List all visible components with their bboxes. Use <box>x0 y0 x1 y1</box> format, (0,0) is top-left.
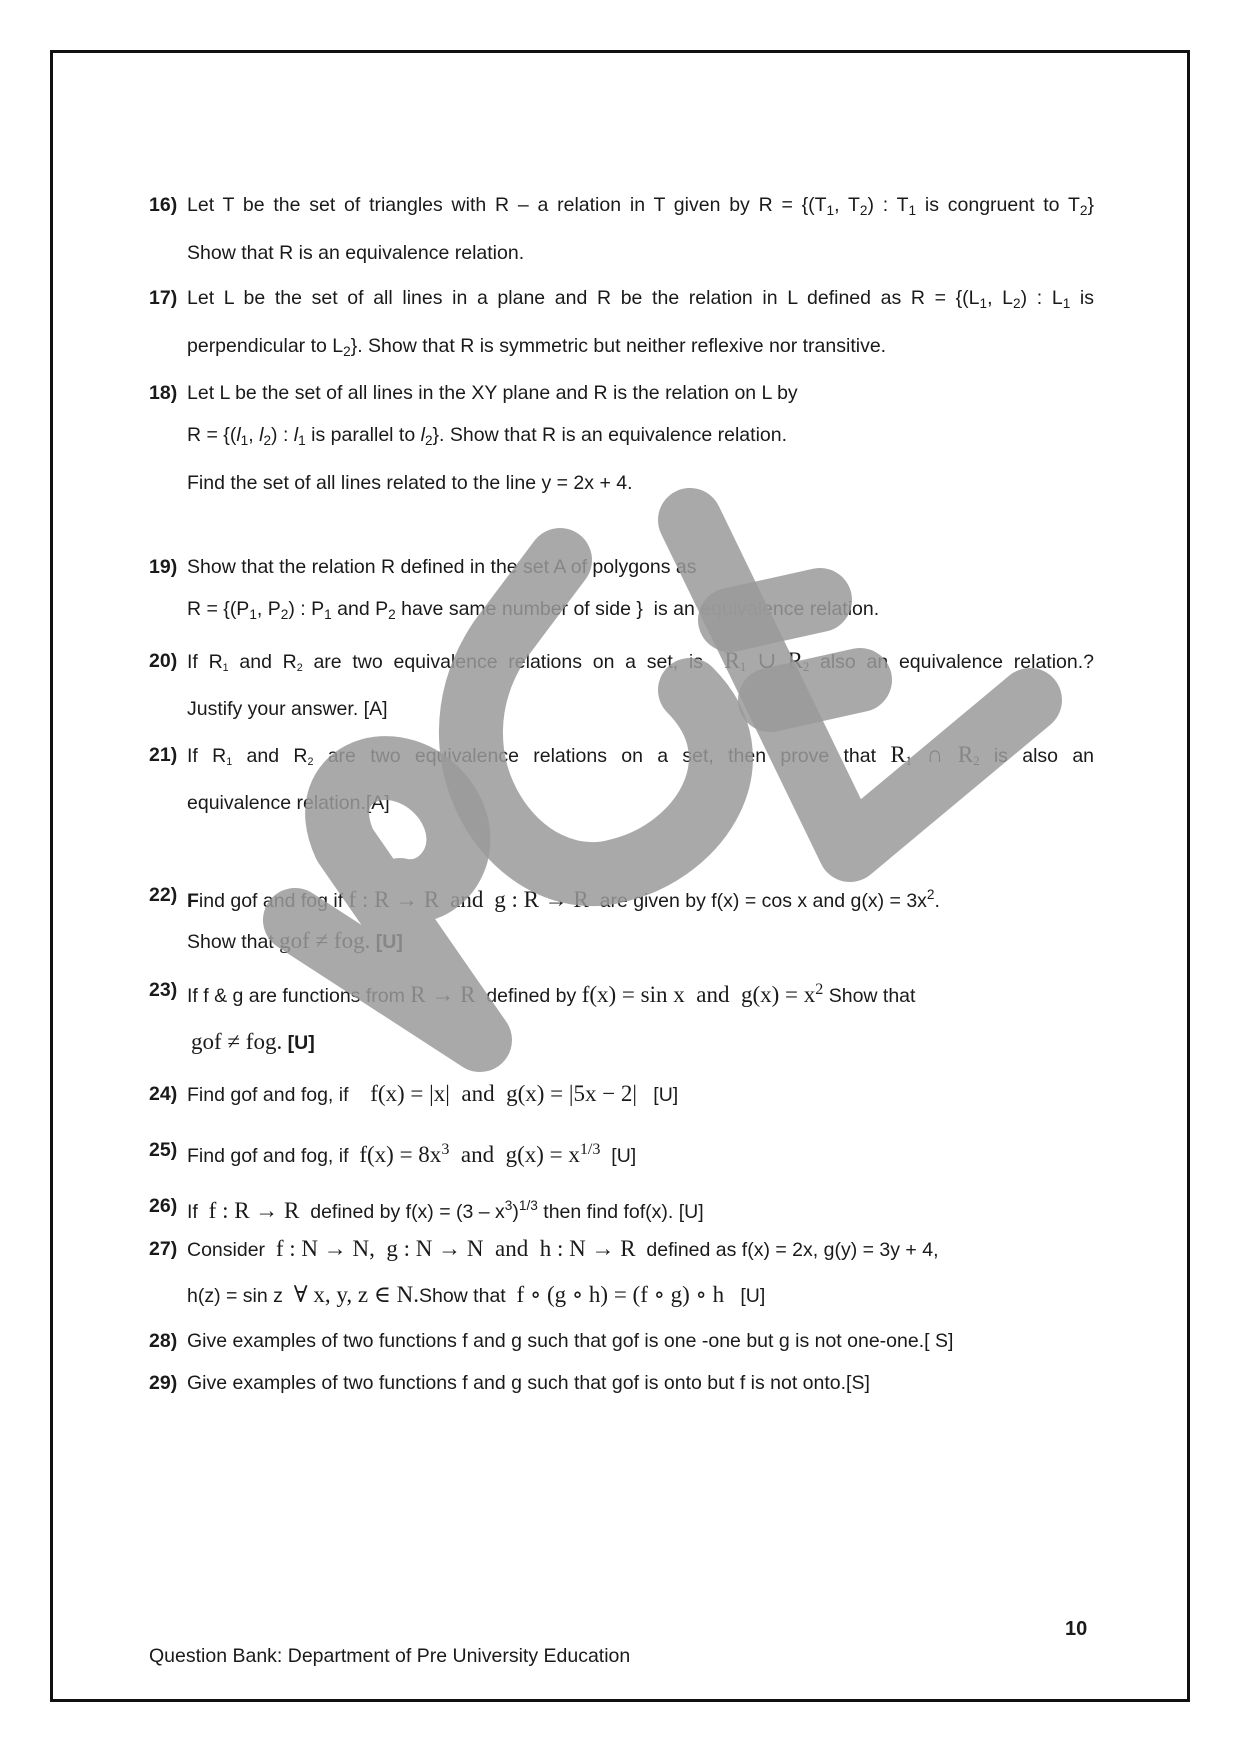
question-25-line-1: Find gof and fog, if $f(x) = 8x^3$ and $g(x) = x^{1/3}$ [U] <box>187 1141 637 1167</box>
question-29: 29) Give examples of two functions f and g such that gof is onto but f is not onto.[S] <box>149 1372 870 1394</box>
footer-text: Question Bank: Department of Pre University Education <box>149 1645 631 1667</box>
question-16: 16) Let T be the set of triangles with R – a relation in T given by $R = \{(T_1$, $T_2$) : $T_1$ is congruent to $T_2$} Show that R is an equivalence relation. <box>149 194 1094 264</box>
question-18: 18) Let L be the set of all lines in the XY plane and R is the relation on L by $R = \{(l_1$, $l_2$) : $l_1$ is parallel to $l_2$}. Show that R is an equivalence relation. Find the set of all lines related to the line y = 2x + 4. <box>149 382 798 494</box>
question-23-line-1: If f & g are functions from R → R defined by f(x) = sin x and $g(x) = x^2$ Show that <box>187 981 916 1007</box>
question-19: 19) Show that the relation R defined in the set A of polygons as $R = \{(P_1$, $P_2$) : $P_1$ and $P_2$ have same number of side } is an equivalence relation. <box>149 556 1094 626</box>
question-22-line-1: Find gof and fog if f : R → R and g : R → R are given by f(x) = cos x and $g(x) = 3x^2$. <box>187 887 940 912</box>
question-28: 28) Give examples of two functions f and g such that gof is one -one but g is not one-one.[ S] <box>149 1330 954 1352</box>
question-22-line-2: Show that gof ≠ fog. [U] <box>187 928 403 953</box>
question-22: 22) Find gof and fog if f : R → R and g : R → R are given by f(x) = cos x and $g(x) = 3x^2$. Show that gof ≠ fog. [U] <box>149 884 940 953</box>
question-21: 21) If R1 and R2 are two equivalence relations on a set, then prove that R1 ∩ R2 is also an equivalence relation.[A] <box>149 742 1095 814</box>
question-25: 25) Find gof and fog, if $f(x) = 8x^3$ and $g(x) = x^{1/3}$ [U] <box>149 1139 637 1167</box>
question-27: 27) Consider f : N → N, g : N → N and h : N → R defined as f(x) = 2x, g(y) = 3y + 4, h(z) = sin z ∀ x, y, z ∈ N.Show that f ∘ (g ∘ h) = (f ∘ g) ∘ h [U] <box>149 1236 939 1307</box>
question-17-line-2: perpendicular to $L_2$}. Show that R is symmetric but neither reflexive nor transitive. <box>187 335 887 359</box>
question-27-line-2: h(z) = sin z ∀ x, y, z ∈ N.Show that f ∘ (g ∘ h) = (f ∘ g) ∘ h [U] <box>187 1282 766 1307</box>
question-18-line-2: $R = \{(l_1$, $l_2$) : $l_1$ is parallel to $l_2$}. Show that R is an equivalence relation. <box>187 424 788 448</box>
question-23-line-2: gof ≠ fog. [U] <box>191 1029 315 1054</box>
question-23: 23) If f & g are functions from R → R defined by f(x) = sin x and $g(x) = x^2$ Show that gof ≠ fog. [U] <box>149 979 916 1054</box>
question-27-line-1: Consider f : N → N, g : N → N and h : N → R defined as f(x) = 2x, g(y) = 3y + 4, <box>187 1236 939 1261</box>
page-number: 10 <box>1065 1618 1088 1640</box>
question-24-line-1: Find gof and fog, if f(x) = |x| and g(x) = |5x − 2| [U] <box>187 1081 679 1106</box>
question-17: 17) Let L be the set of all lines in a plane and R be the relation in L defined as $R = \{(L_1$, $L_2$) : $L_1$ is perpendicular to $L_2$}. Show that R is symmetric but neither reflexive nor transitive. <box>149 287 1094 357</box>
question-16-line-1: Let T be the set of triangles with R – a relation in T given by $R = \{(T_1$, $T_2$) : $T_1$ is congruent to $T_2$} <box>187 194 1094 218</box>
question-20: 20) If R1 and R2 are two equivalence relations on a set, is R1 ∪ R2 also an equivalence relation.? Justify your answer. [A] <box>149 648 1094 720</box>
question-21-line-1: If R1 and R2 are two equivalence relations on a set, then prove that R1 ∩ R2 is also an <box>187 742 1095 768</box>
question-17-line-1: Let L be the set of all lines in a plane and R be the relation in L defined as $R = \{(L_1$, $L_2$) : $L_1$ is <box>187 287 1095 311</box>
question-20-line-1: If R1 and R2 are two equivalence relations on a set, is R1 ∪ R2 also an equivalence relation.? <box>187 648 1094 674</box>
question-26: 26) If f : R → R defined by $f(x) = (3 - x^3)^{1/3}$ then find fof(x). [U] <box>149 1195 704 1223</box>
question-19-line-2: $R = \{(P_1$, $P_2$) : $P_1$ and $P_2$ have same number of side } is an equivalence relation. <box>187 598 880 622</box>
question-24: 24) Find gof and fog, if f(x) = |x| and g(x) = |5x − 2| [U] <box>149 1081 679 1106</box>
question-26-line-1: If f : R → R defined by $f(x) = (3 - x^3)^{1/3}$ then find fof(x). [U] <box>187 1198 704 1223</box>
